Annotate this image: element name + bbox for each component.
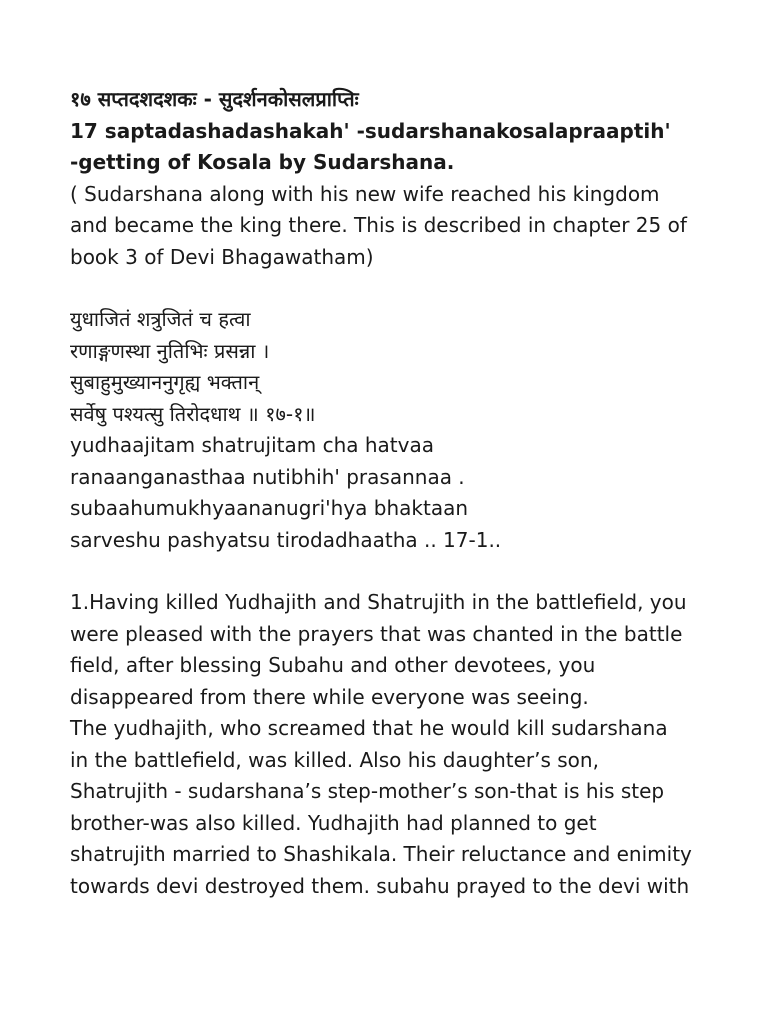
intro-paragraph [70, 179, 708, 274]
verse-transliteration-line: ranaanganasthaa nutibhih' prasannaa . [70, 464, 465, 489]
verse-devanagari-line: युधाजितं शत्रुजितं च हत्वा [70, 307, 251, 331]
verse-devanagari [70, 304, 708, 430]
verse-devanagari-line: सर्वेषु पश्यत्सु तिरोदधाथ ॥ १७-१॥ [70, 401, 316, 426]
commentary-line: in the battlefield, was killed. Also his daughter’s son, [70, 747, 599, 772]
verse-transliteration-line: subaahumukhyaananugri'hya bhaktaan [70, 496, 469, 520]
verse-transliteration-line: sarveshu pashyatsu tirodadhaatha .. 17-1.. [70, 527, 502, 552]
devanagari-title: १७ सप्तदशदशकः - सुदर्शनकोसलप्राप्तिः [70, 87, 359, 111]
commentary-line: Shatrujith - sudarshana’s step-mother’s son-that is his step [70, 779, 665, 803]
intro-line: ( Sudarshana along with his new wife reached his kingdom [70, 181, 660, 206]
commentary-line: The yudhajith, who screamed that he would kill sudarshana [70, 716, 668, 740]
commentary-line: towards devi destroyed them. subahu prayed to the devi with [70, 873, 690, 898]
chapter-heading [70, 84, 708, 179]
verse-transliteration-line: yudhaajitam shatrujitam cha hatvaa [70, 433, 434, 457]
translation-paragraph [70, 587, 708, 713]
verse-devanagari-line: सुबाहुमुख्याननुगृह्य भक्तान् [70, 370, 260, 394]
paragraph-gap [70, 556, 708, 587]
verse-transliteration [70, 430, 708, 556]
translation-line: field, after blessing Subahu and other devotees, you [70, 653, 596, 677]
intro-line: and became the king there. This is described in chapter 25 of [70, 213, 687, 237]
translation-line: disappeared from there while everyone was seeing. [70, 684, 589, 709]
verse-devanagari-line: रणाङ्गणस्था नुतिभिः प्रसन्ना । [70, 338, 270, 363]
transliterated-title: 17 saptadashadashakah' -sudarshanakosalapraaptih' [70, 118, 671, 143]
commentary-line: shatrujith married to Shashikala. Their reluctance and enimity [70, 842, 692, 866]
commentary-paragraph [70, 713, 708, 902]
paragraph-gap [70, 273, 708, 304]
translation-line: 1.Having killed Yudhajith and Shatrujith in the battlefield, you [70, 590, 687, 614]
commentary-line: brother-was also killed. Yudhajith had planned to get [70, 810, 597, 835]
intro-line: book 3 of Devi Bhagawatham) [70, 244, 374, 269]
english-title: -getting of Kosala by Sudarshana. [70, 150, 455, 174]
translation-line: were pleased with the prayers that was chanted in the battle [70, 621, 683, 646]
